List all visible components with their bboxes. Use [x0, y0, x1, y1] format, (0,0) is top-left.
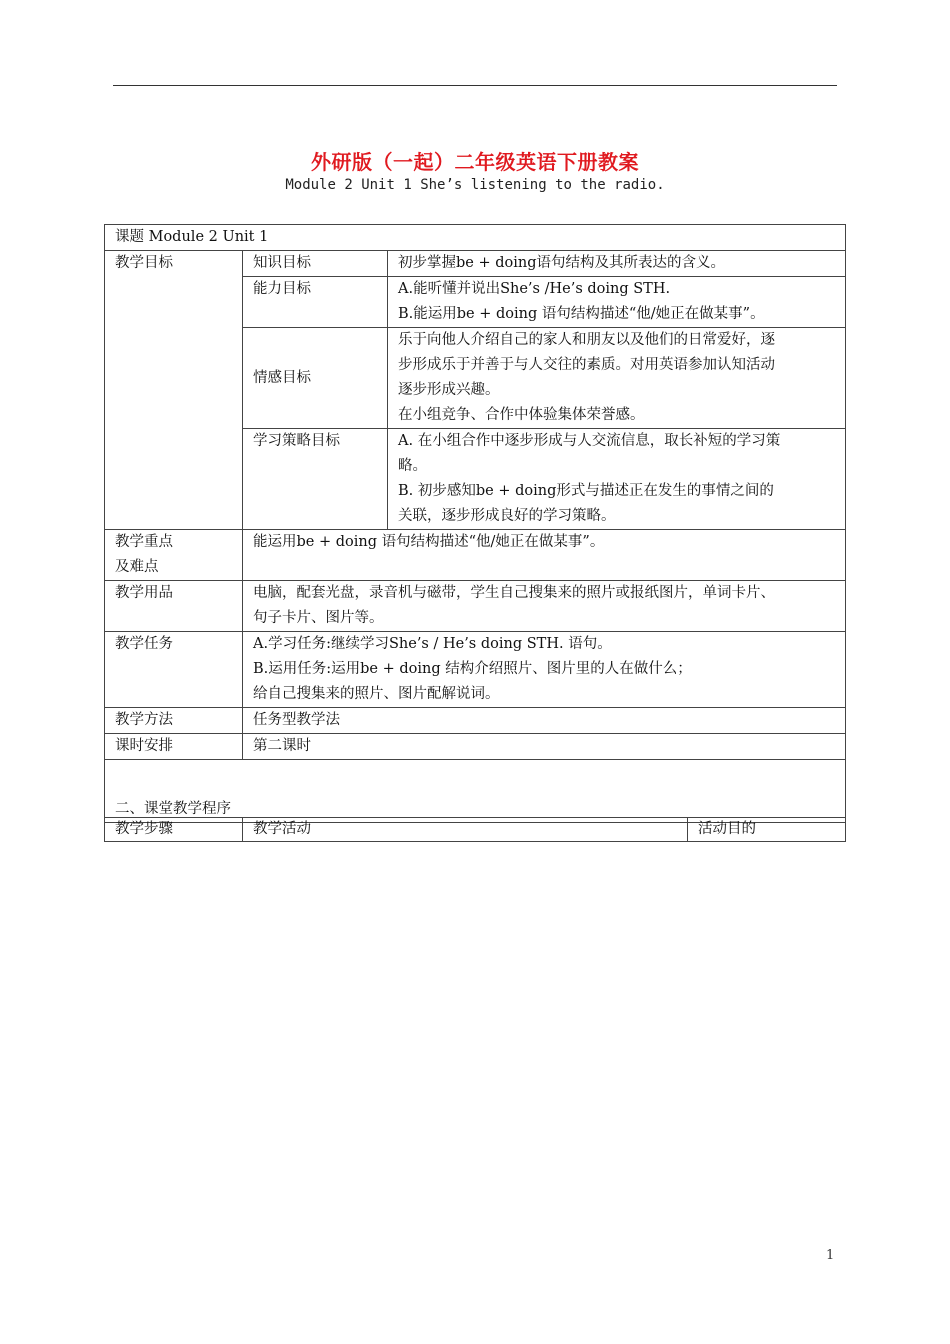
- schedule-label: 课时安排: [105, 734, 243, 760]
- objectives-label: 教学目标: [105, 251, 243, 530]
- key-points-row: [105, 530, 846, 581]
- topic-row: [105, 225, 846, 251]
- steps-header-cell: 教学活动: [243, 818, 688, 842]
- key-points-label: [105, 530, 243, 581]
- emotion-label: 情感目标: [243, 328, 388, 429]
- schedule-text: 第二课时: [243, 734, 846, 760]
- ability-line: A.能听懂并说出She’s /He’s doing STH.: [398, 281, 671, 297]
- document-title: 外研版（一起）二年级英语下册教案: [311, 150, 639, 174]
- key-points-label-line: 及难点: [115, 559, 159, 575]
- steps-header-row: [105, 818, 846, 842]
- key-points-text: 能运用be + doing 语句结构描述“他/她正在做某事”。: [243, 530, 846, 581]
- strategy-line: 略。: [398, 458, 427, 474]
- ability-label: 能力目标: [243, 277, 388, 328]
- tasks-label: 教学任务: [105, 632, 243, 708]
- steps-header-cell: 教学步骤: [105, 818, 243, 842]
- key-points-label-line: 教学重点: [115, 534, 173, 550]
- emotion-line: 在小组竞争、合作中体验集体荣誉感。: [398, 407, 645, 423]
- knowledge-row: [105, 251, 846, 277]
- knowledge-text: 初步掌握be + doing语句结构及其所表达的含义。: [388, 251, 846, 277]
- ability-text: [388, 277, 846, 328]
- strategy-label: 学习策略目标: [243, 429, 388, 530]
- materials-label: 教学用品: [105, 581, 243, 632]
- schedule-row: [105, 734, 846, 760]
- page-number: 1: [826, 1248, 835, 1263]
- method-row: [105, 708, 846, 734]
- strategy-line: B. 初步感知be + doing形式与描述正在发生的事情之间的: [398, 483, 774, 499]
- topic-cell: 课题 Module 2 Unit 1: [105, 225, 846, 251]
- steps-table: [104, 817, 846, 842]
- materials-text: [243, 581, 846, 632]
- materials-line: 句子卡片、图片等。: [253, 610, 384, 626]
- materials-row: [105, 581, 846, 632]
- emotion-line: 步形成乐于并善于与人交往的素质。对用英语参加认知活动: [398, 357, 775, 373]
- strategy-text: [388, 429, 846, 530]
- steps-header-cell: 活动目的: [688, 818, 846, 842]
- lesson-plan-table: [104, 224, 846, 823]
- header-rule: [113, 85, 837, 86]
- tasks-line: A.学习任务:继续学习She’s / He’s doing STH. 语句。: [253, 636, 612, 652]
- emotion-line: 乐于向他人介绍自己的家人和朋友以及他们的日常爱好，逐: [398, 332, 775, 348]
- tasks-line: 给自己搜集来的照片、图片配解说词。: [253, 686, 500, 702]
- method-label: 教学方法: [105, 708, 243, 734]
- document-subtitle: Module 2 Unit 1 She’s listening to the radio.: [285, 177, 665, 193]
- emotion-line: 逐步形成兴趣。: [398, 382, 500, 398]
- ability-line: B.能运用be + doing 语句结构描述“他/她正在做某事”。: [398, 306, 765, 322]
- procedure-heading-row: [105, 760, 846, 823]
- strategy-line: 关联，逐步形成良好的学习策略。: [398, 508, 616, 524]
- strategy-line: A. 在小组合作中逐步形成与人交流信息，取长补短的学习策: [398, 433, 781, 449]
- procedure-heading: 二、课堂教学程序: [105, 760, 846, 823]
- materials-line: 电脑，配套光盘，录音机与磁带，学生自己搜集来的照片或报纸图片，单词卡片、: [253, 585, 775, 601]
- method-text: 任务型教学法: [243, 708, 846, 734]
- tasks-line: B.运用任务:运用be + doing 结构介绍照片、图片里的人在做什么；: [253, 661, 692, 677]
- tasks-row: [105, 632, 846, 708]
- emotion-text: [388, 328, 846, 429]
- knowledge-label: 知识目标: [243, 251, 388, 277]
- tasks-text: [243, 632, 846, 708]
